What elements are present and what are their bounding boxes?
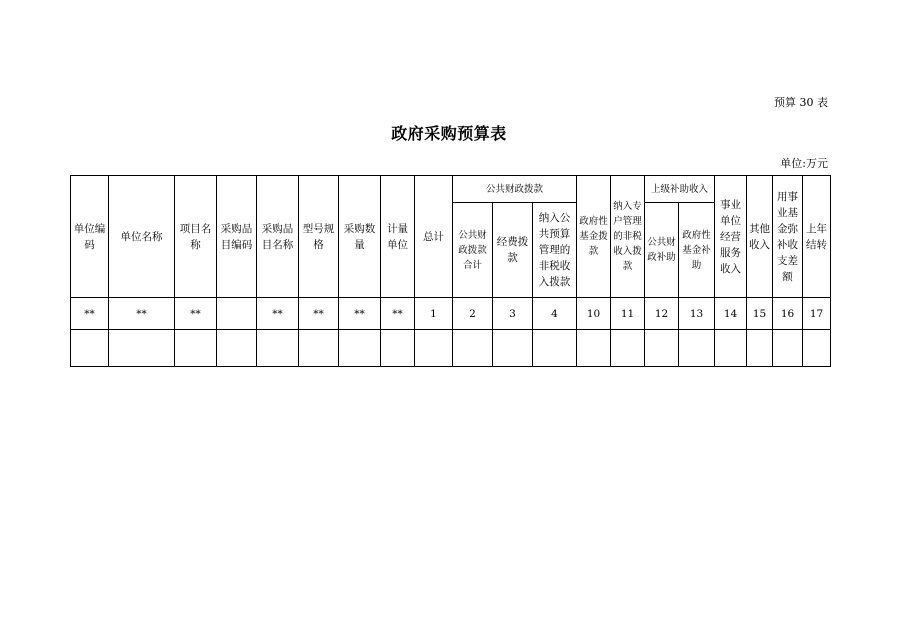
table-cell (577, 330, 611, 367)
header-nontax-appropriation: 纳入公共预算管理的非税收入拨款 (533, 203, 577, 298)
table-cell (453, 330, 493, 367)
header-fund-offset: 用事业基金弥补收支差额 (773, 176, 803, 298)
table-cell: 14 (715, 298, 747, 330)
table-cell (217, 298, 257, 330)
procurement-budget-table (70, 175, 831, 367)
table-cell (645, 330, 679, 367)
currency-unit-label: 单位:万元 (780, 157, 828, 170)
table-cell: 1 (415, 298, 453, 330)
table-cell: 2 (453, 298, 493, 330)
table-cell (175, 330, 217, 367)
table-cell (415, 330, 453, 367)
header-gov-fund: 政府性基金拨款 (577, 176, 611, 298)
table-cell (217, 330, 257, 367)
header-public-finance-group: 公共财政拨款 (453, 176, 577, 203)
header-project-name: 项目名称 (175, 176, 217, 298)
table-cell: ** (339, 298, 381, 330)
table-cell: ** (381, 298, 415, 330)
table-row (71, 330, 831, 367)
table-row (71, 298, 831, 330)
table-number-label: 预算 30 表 (774, 96, 828, 109)
table-cell (381, 330, 415, 367)
table-cell (299, 330, 339, 367)
table-cell (533, 330, 577, 367)
table-cell: ** (175, 298, 217, 330)
table-cell: 3 (493, 298, 533, 330)
header-other-income: 其他收入 (747, 176, 773, 298)
header-gov-fund-subsidy: 政府性基金补助 (679, 203, 715, 298)
header-unit-name: 单位名称 (109, 176, 175, 298)
table-cell (339, 330, 381, 367)
table-cell (611, 330, 645, 367)
header-public-finance-subsidy: 公共财政补助 (645, 203, 679, 298)
table-cell: 4 (533, 298, 577, 330)
table-cell: 16 (773, 298, 803, 330)
header-special-nontax: 纳入专户管理的非税收入拨款 (611, 176, 645, 298)
table-cell: 15 (747, 298, 773, 330)
table-cell: ** (109, 298, 175, 330)
table-cell: 13 (679, 298, 715, 330)
header-total: 总计 (415, 176, 453, 298)
table-cell: 11 (611, 298, 645, 330)
table-cell (257, 330, 299, 367)
document-title: 政府采购预算表 (391, 124, 507, 143)
table-cell (715, 330, 747, 367)
header-model-spec: 型号规格 (299, 176, 339, 298)
header-superior-subsidy-group: 上级补助收入 (645, 176, 715, 203)
header-public-finance-subtotal: 公共财政拨款合计 (453, 203, 493, 298)
header-unit-code: 单位编码 (71, 176, 109, 298)
table-cell (109, 330, 175, 367)
table-cell: ** (71, 298, 109, 330)
header-row-top (71, 176, 831, 203)
table-cell (747, 330, 773, 367)
table-cell (803, 330, 831, 367)
table-cell (71, 330, 109, 367)
header-item-name: 采购品目名称 (257, 176, 299, 298)
header-carryover: 上年结转 (803, 176, 831, 298)
header-expense-appropriation: 经费拨款 (493, 203, 533, 298)
header-measure-unit: 计量单位 (381, 176, 415, 298)
table-cell: ** (257, 298, 299, 330)
header-business-income: 事业单位经营服务收入 (715, 176, 747, 298)
header-quantity: 采购数量 (339, 176, 381, 298)
table-cell: 17 (803, 298, 831, 330)
table-cell: 12 (645, 298, 679, 330)
header-item-code: 采购品目编码 (217, 176, 257, 298)
table-cell (679, 330, 715, 367)
table-cell: 10 (577, 298, 611, 330)
table-cell (773, 330, 803, 367)
table-cell: ** (299, 298, 339, 330)
table-cell (493, 330, 533, 367)
